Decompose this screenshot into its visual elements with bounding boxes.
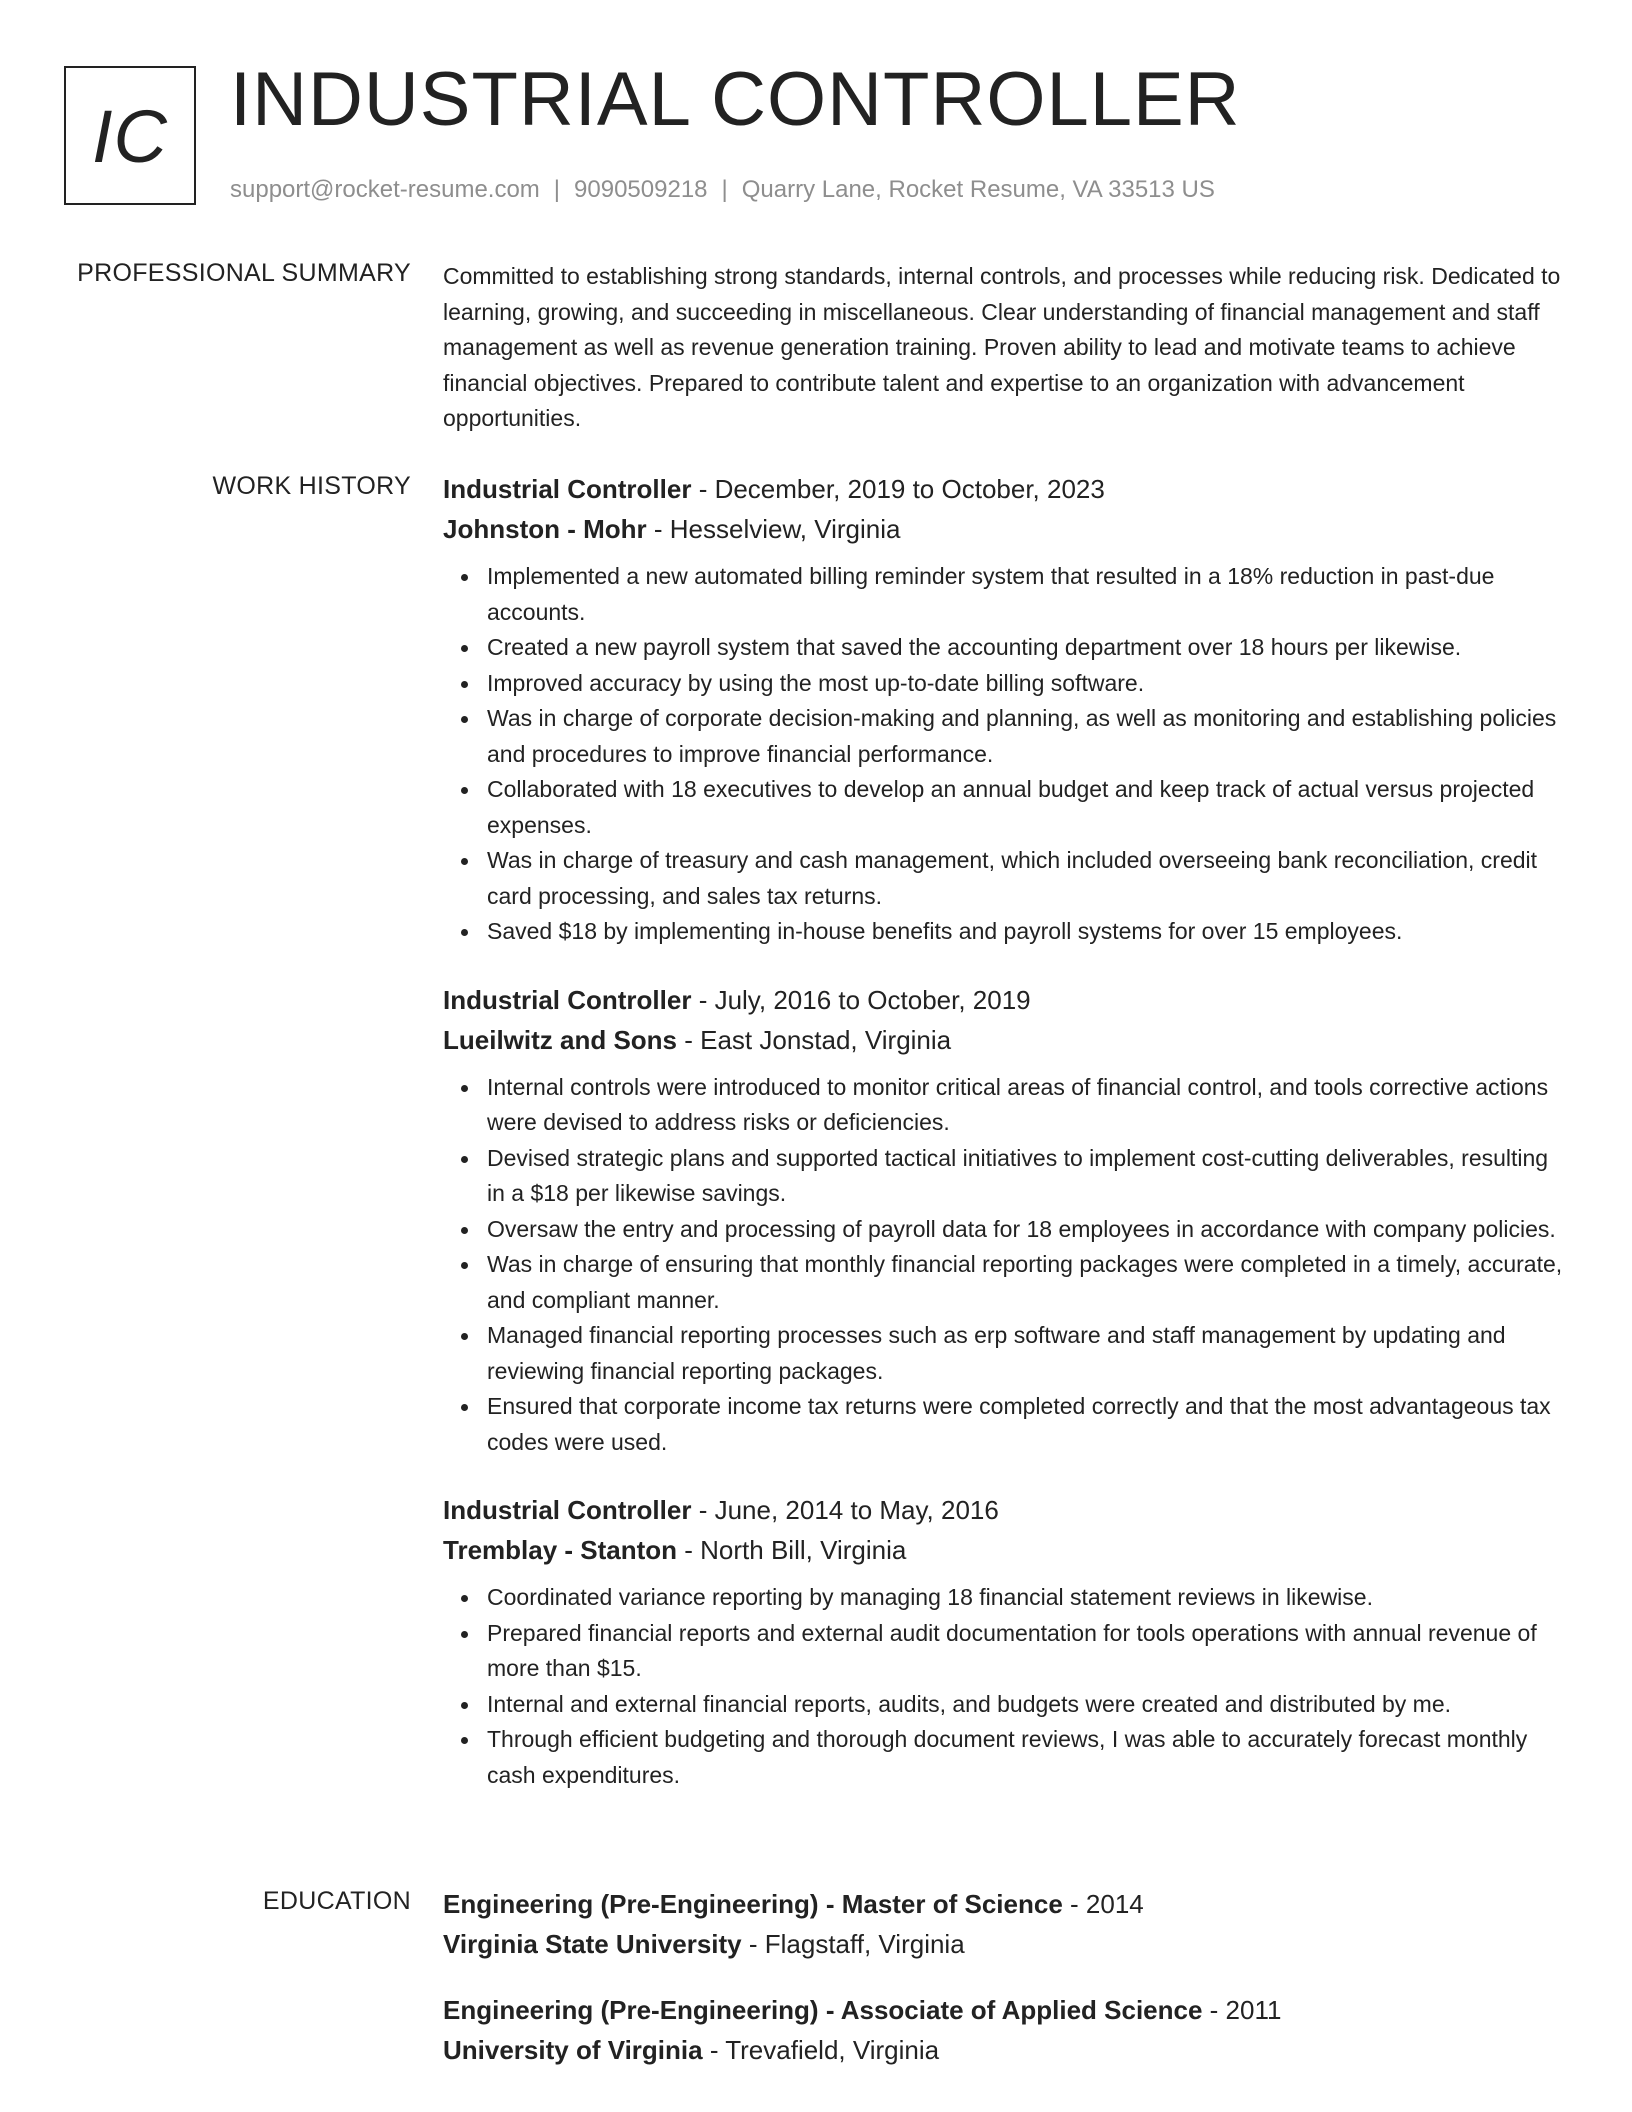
education-location: - Trevafield, Virginia bbox=[702, 2035, 940, 2065]
bullet-item: Was in charge of ensuring that monthly financial reporting packages were completed in a timely, accurate, and compliant manner. bbox=[487, 1247, 1563, 1318]
job-dates: - December, 2019 to October, 2023 bbox=[691, 474, 1105, 504]
education-school-line bbox=[443, 1924, 1563, 1964]
bullet-item: Created a new payroll system that saved the accounting department over 18 hours per likewise. bbox=[487, 630, 1563, 666]
contact-address: Quarry Lane, Rocket Resume, VA 33513 US bbox=[741, 176, 1215, 203]
section-label-work-history: WORK HISTORY bbox=[212, 472, 411, 500]
monogram-badge bbox=[64, 66, 196, 205]
section-label-summary: PROFESSIONAL SUMMARY bbox=[77, 259, 411, 287]
job-dates: - June, 2014 to May, 2016 bbox=[691, 1495, 999, 1525]
job-company-line bbox=[443, 1530, 1563, 1570]
education-list bbox=[443, 1884, 1563, 2096]
bullet-item: Managed financial reporting processes such as erp software and staff management by updating and reviewing financial reporting packages. bbox=[487, 1318, 1563, 1389]
education-school: Virginia State University bbox=[443, 1929, 742, 1959]
job-bullets bbox=[443, 559, 1563, 950]
contact-line bbox=[230, 176, 1215, 204]
bullet-item: Internal controls were introduced to monitor critical areas of financial control, and tools corrective actions were devised to address risks or deficiencies. bbox=[487, 1070, 1563, 1141]
bullet-item: Devised strategic plans and supported tactical initiatives to implement cost-cutting deliverables, resulting in a $18 per likewise savings. bbox=[487, 1141, 1563, 1212]
job-bullets bbox=[443, 1070, 1563, 1461]
job-entry bbox=[443, 1490, 1563, 1793]
bullet-item: Collaborated with 18 executives to develop an annual budget and keep track of actual versus projected expenses. bbox=[487, 772, 1563, 843]
monogram-text: IC bbox=[92, 95, 168, 178]
education-location: - Flagstaff, Virginia bbox=[741, 1929, 965, 1959]
job-title-line bbox=[443, 980, 1563, 1020]
job-title-line bbox=[443, 1490, 1563, 1530]
education-school-line bbox=[443, 2030, 1563, 2070]
job-company: Tremblay - Stanton bbox=[443, 1535, 678, 1565]
job-company: Lueilwitz and Sons bbox=[443, 1024, 678, 1055]
bullet-item: Implemented a new automated billing reminder system that resulted in a 18% reduction in past-due accounts. bbox=[487, 559, 1563, 630]
education-school: University of Virginia bbox=[443, 2035, 703, 2065]
bullet-item: Through efficient budgeting and thorough document reviews, I was able to accurately forecast monthly cash expenditures. bbox=[487, 1722, 1563, 1793]
bullet-item: Internal and external financial reports, audits, and budgets were created and distributed by me. bbox=[487, 1687, 1563, 1723]
contact-separator: | bbox=[721, 176, 728, 203]
job-bullets bbox=[443, 1580, 1563, 1793]
section-label-education: EDUCATION bbox=[262, 1887, 411, 1915]
job-title: Industrial Controller bbox=[443, 984, 692, 1015]
work-history-list bbox=[443, 469, 1563, 1823]
resume-name: INDUSTRIAL CONTROLLER bbox=[230, 57, 1241, 142]
bullet-item: Prepared financial reports and external audit documentation for tools operations with annual revenue of more than $15. bbox=[487, 1616, 1563, 1687]
education-degree: Engineering (Pre-Engineering) - Associate of Applied Science bbox=[443, 1995, 1203, 2025]
bullet-item: Was in charge of corporate decision-making and planning, as well as monitoring and establishing policies and procedures to improve financial performance. bbox=[487, 701, 1563, 772]
bullet-item: Saved $18 by implementing in-house benefits and payroll systems for over 15 employees. bbox=[487, 914, 1563, 950]
job-title: Industrial Controller bbox=[443, 1495, 692, 1525]
education-entry bbox=[443, 1884, 1563, 1964]
bullet-item: Ensured that corporate income tax returns were completed correctly and that the most advantageous tax codes were used. bbox=[487, 1389, 1563, 1460]
bullet-item: Was in charge of treasury and cash management, which included overseeing bank reconciliation, credit card processing, and sales tax returns. bbox=[487, 843, 1563, 914]
job-title-line bbox=[443, 469, 1563, 509]
bullet-item: Oversaw the entry and processing of payroll data for 18 employees in accordance with company policies. bbox=[487, 1212, 1563, 1248]
summary-text: Committed to establishing strong standards, internal controls, and processes while reducing risk. Dedicated to learning, growing, and succeeding in miscellaneous. Clear understanding of financial management and staff management as well as revenue generation training. Proven ability to lead and motivate teams to achieve financial objectives. Prepared to contribute talent and expertise to an organization with advancement opportunities. bbox=[443, 263, 1561, 431]
job-company-line bbox=[443, 1020, 1563, 1060]
contact-email[interactable]: support@rocket-resume.com bbox=[230, 176, 540, 203]
education-degree-line bbox=[443, 1884, 1563, 1924]
education-degree-line bbox=[443, 1990, 1563, 2030]
job-location: - Hesselview, Virginia bbox=[646, 514, 901, 544]
education-entry bbox=[443, 1990, 1563, 2070]
job-entry bbox=[443, 469, 1563, 950]
contact-separator: | bbox=[553, 176, 561, 203]
bullet-item: Coordinated variance reporting by managing 18 financial statement reviews in likewise. bbox=[487, 1580, 1563, 1616]
job-title: Industrial Controller bbox=[443, 474, 692, 504]
job-dates: - July, 2016 to October, 2019 bbox=[691, 984, 1031, 1015]
education-degree: Engineering (Pre-Engineering) - Master of Science bbox=[443, 1889, 1063, 1919]
job-location: - North Bill, Virginia bbox=[677, 1535, 907, 1565]
education-year: - 2014 bbox=[1062, 1889, 1144, 1919]
job-location: - East Jonstad, Virginia bbox=[677, 1024, 952, 1055]
job-company-line bbox=[443, 509, 1563, 549]
bullet-item: Improved accuracy by using the most up-to-date billing software. bbox=[487, 666, 1563, 702]
contact-phone[interactable]: 9090509218 bbox=[574, 176, 708, 203]
job-entry bbox=[443, 980, 1563, 1461]
job-company: Johnston - Mohr bbox=[443, 514, 647, 544]
education-year: - 2011 bbox=[1202, 1995, 1282, 2025]
